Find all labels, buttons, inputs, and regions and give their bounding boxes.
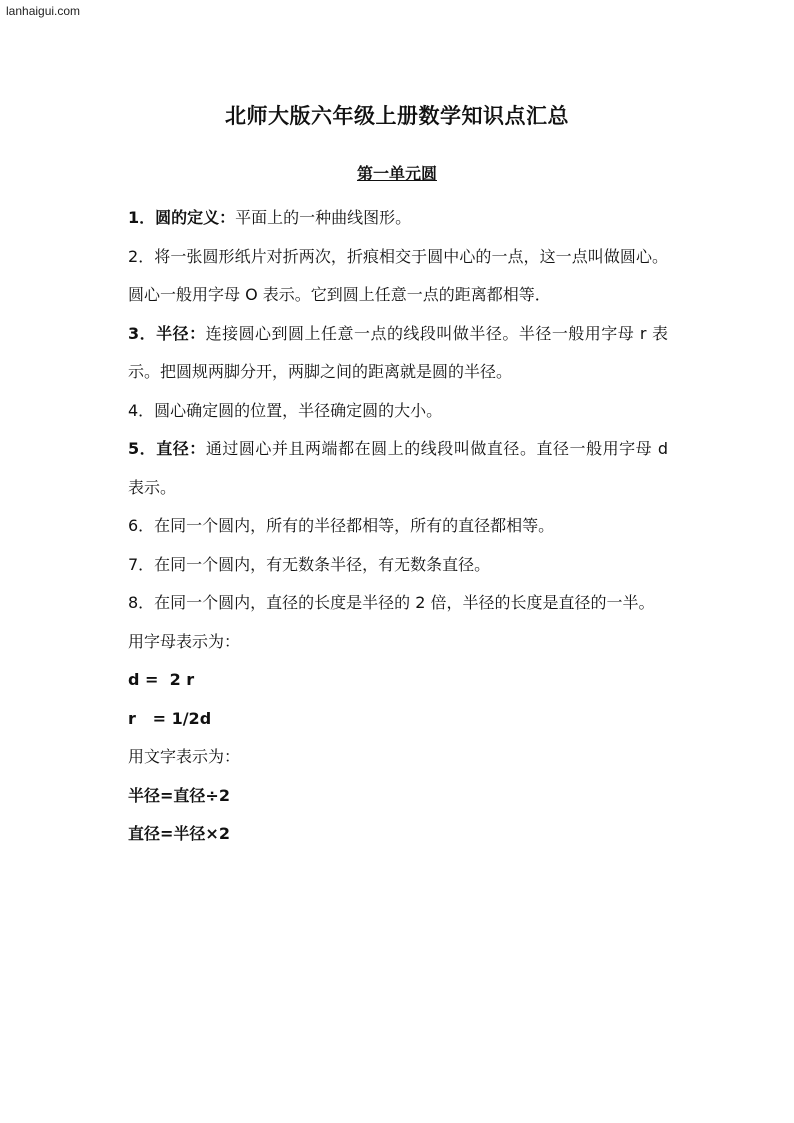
formula-diameter-letters: d = 2 r	[128, 670, 195, 689]
term-radius: 半径	[156, 323, 190, 343]
paragraph-5	[128, 430, 668, 507]
paragraph-4: 4．圆心确定圆的位置，半径确定圆的大小。	[128, 400, 443, 420]
watermark: lanhaigui.com	[6, 4, 81, 18]
paragraph-1-number: 1．	[128, 208, 156, 227]
paragraph-2: 2．将一张圆形纸片对折两次，折痕相交于圆中心的一点，这一点叫做圆心。圆心一般用字母 O 表示。它到圆上任意一点的距离都相等．	[128, 246, 668, 304]
document-body	[128, 199, 668, 854]
term-circle-definition: 圆的定义	[155, 208, 220, 227]
paragraph-3-colon: ：	[189, 323, 206, 343]
formula-radius-words: 半径=直径÷2	[128, 785, 230, 805]
paragraph-3-text: 连接圆心到圆上任意一点的线段叫做半径。半径一般用字母 r 表示。把圆规两脚分开，两脚之间的距离就是圆的半径。	[128, 323, 668, 381]
section-title: 第一单元圆	[356, 164, 437, 183]
paragraph-1-colon: ：	[219, 208, 236, 227]
paragraph-5-number: 5．	[128, 439, 157, 458]
paragraph-8: 8．在同一个圆内，直径的长度是半径的 2 倍，半径的长度是直径的一半。	[128, 593, 655, 612]
letters-label: 用字母表示为：	[128, 631, 241, 651]
paragraph-3-number: 3．	[128, 323, 157, 343]
formula-radius-letters: r = 1/2d	[128, 708, 212, 728]
paragraph-5-colon: ：	[189, 439, 206, 458]
paragraph-5-text: 通过圆心并且两端都在圆上的线段叫做直径。直径一般用字母 d 表示。	[128, 439, 668, 497]
term-diameter: 直径	[156, 439, 190, 458]
paragraph-1	[128, 199, 668, 238]
paragraph-6: 6．在同一个圆内，所有的半径都相等，所有的直径都相等。	[128, 516, 555, 535]
page-title: 北师大版六年级上册数学知识点汇总	[225, 104, 569, 128]
paragraph-1-text: 平面上的一种曲线图形。	[235, 208, 412, 227]
paragraph-3	[128, 315, 668, 392]
paragraph-7: 7．在同一个圆内，有无数条半径，有无数条直径。	[128, 554, 491, 574]
words-label: 用文字表示为：	[128, 747, 241, 766]
formula-diameter-words: 直径=半径×2	[128, 824, 230, 843]
